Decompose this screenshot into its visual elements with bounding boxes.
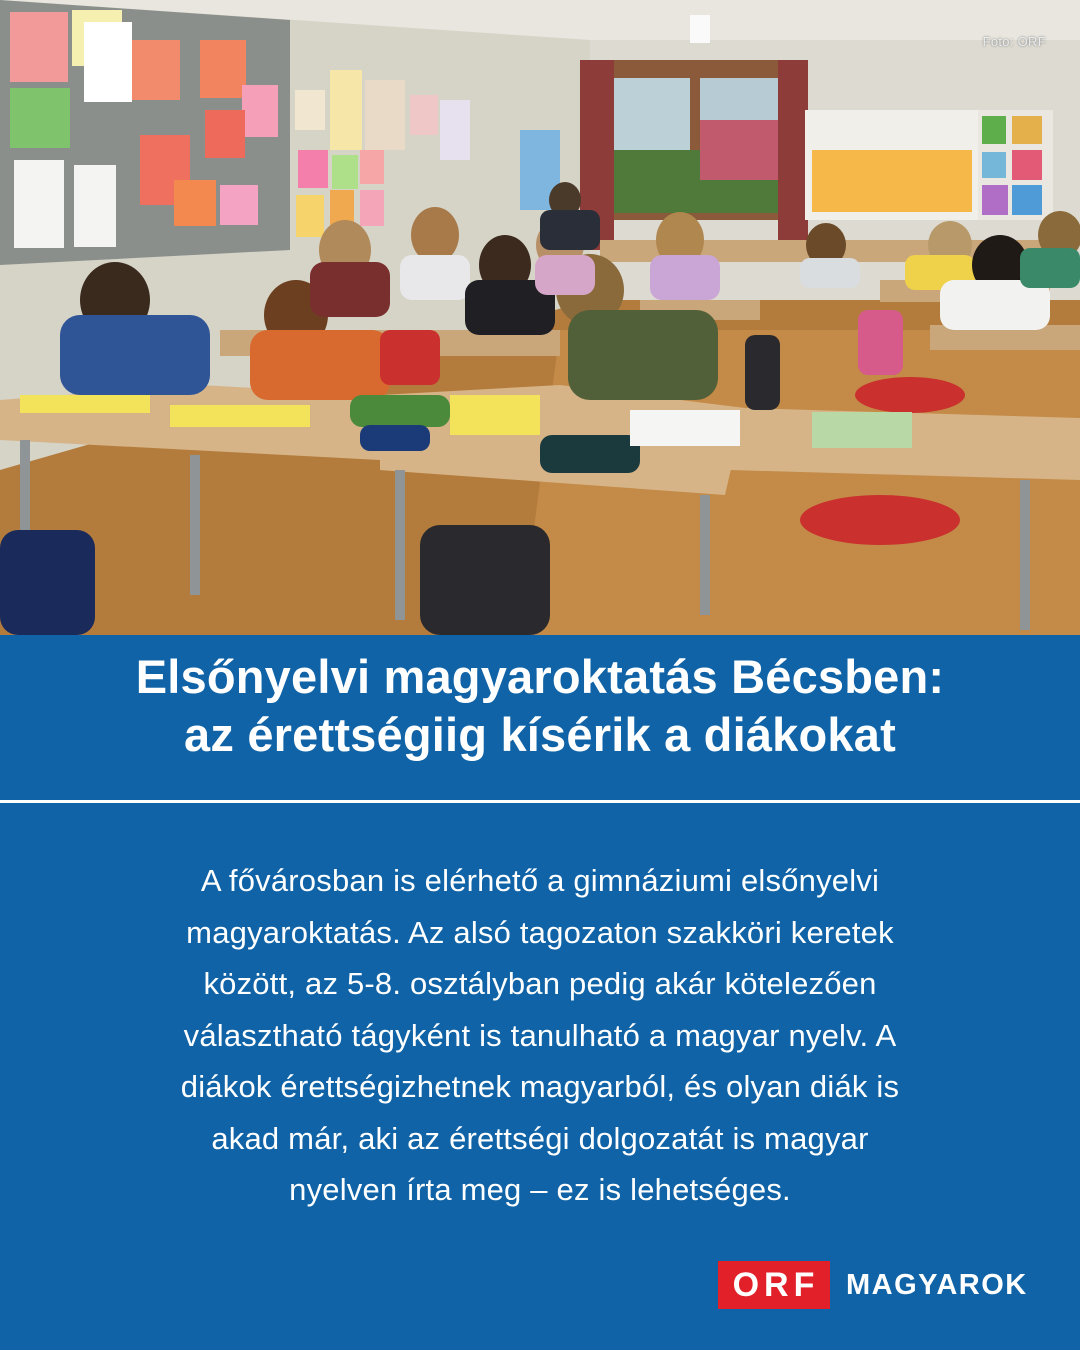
classroom-photo xyxy=(0,0,1080,635)
body-line: diákok érettségizhetnek magyarból, és olyan diák is xyxy=(180,1069,900,1104)
headline-line-2: az érettségiig kísérik a diákokat xyxy=(184,708,896,761)
body-line: A fővárosban is elérhető a gimnáziumi elsőnyelvi xyxy=(200,863,880,898)
headline-line-1: Elsőnyelvi magyaroktatás Bécsben: xyxy=(135,650,945,703)
orf-logo-box: ORF xyxy=(718,1261,830,1309)
body-line: magyaroktatás. Az alsó tagozaton szakköri keretek xyxy=(186,914,894,950)
body-line: akad már, aki az érettségi dolgozatát is magyar xyxy=(211,1120,869,1156)
divider-line xyxy=(0,800,1080,803)
body-line: nyelven írta meg – ez is lehetséges. xyxy=(289,1172,791,1207)
body-text xyxy=(40,855,1040,1216)
logo-wordmark: MAGYAROK xyxy=(846,1268,1028,1301)
body-line: között, az 5-8. osztályban pedig akár kötelezően xyxy=(203,966,877,1001)
headline xyxy=(0,648,1080,764)
orf-magyarok-logo xyxy=(718,1261,1028,1309)
body-line: választható tágyként is tanulható a magyar nyelv. A xyxy=(183,1017,897,1053)
photo-credit: Foto: ORF xyxy=(982,34,1046,49)
